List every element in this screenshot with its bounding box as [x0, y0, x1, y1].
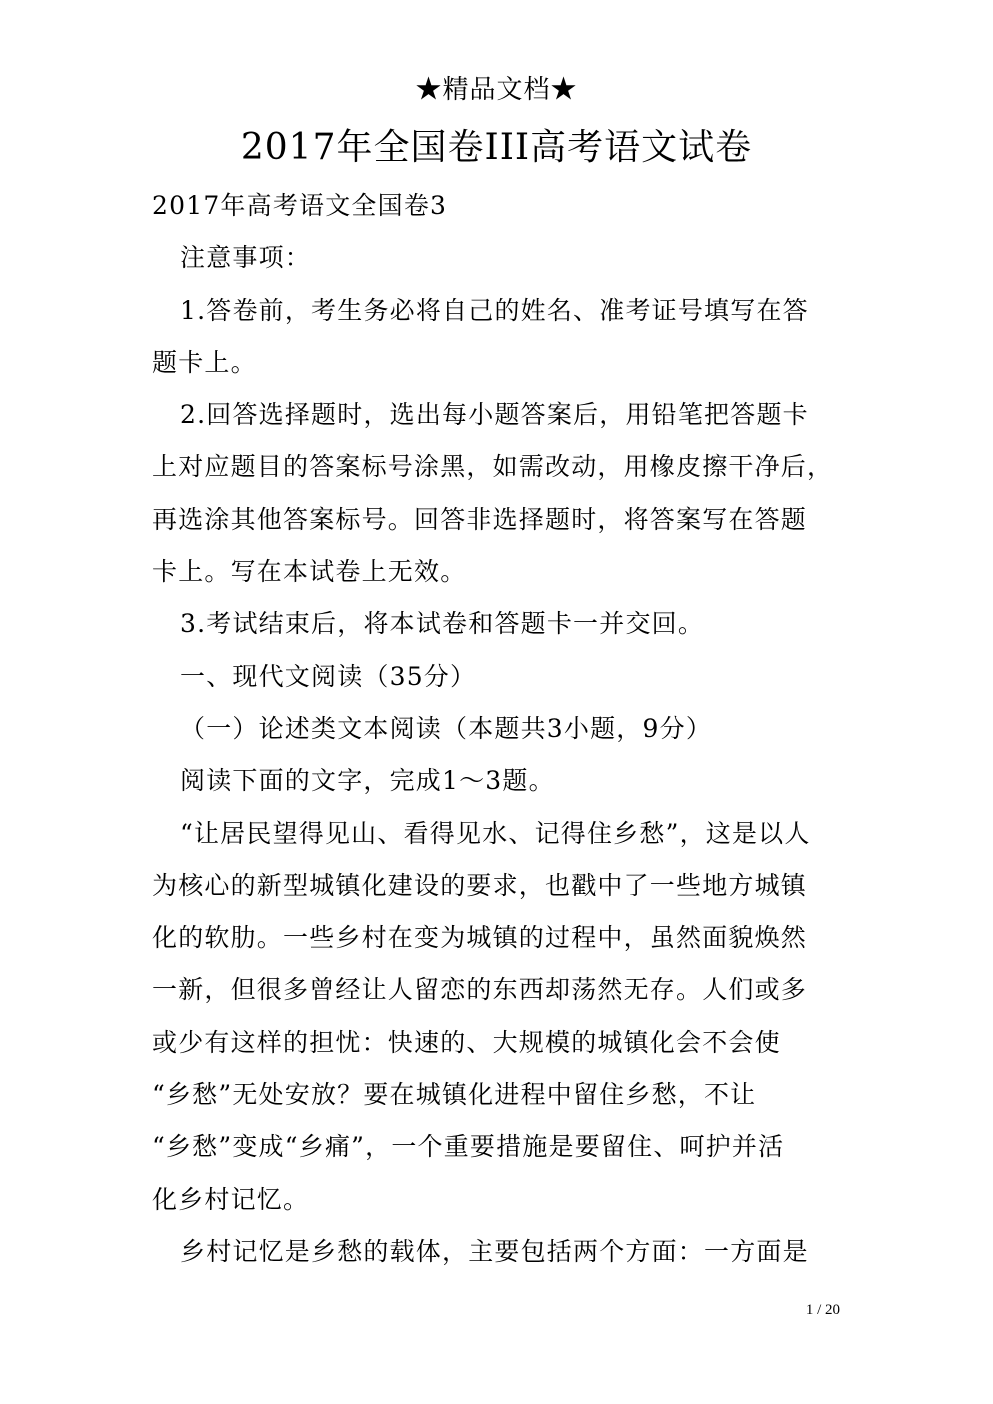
body-line: “让居民望得见山、看得见水、记得住乡愁”，这是以人 — [180, 818, 811, 848]
body-line: “乡愁”变成“乡痛”，一个重要措施是要留住、呵护并活 — [152, 1132, 785, 1162]
body-line: 题卡上。 — [152, 347, 257, 377]
body-line: 注意事项： — [180, 243, 312, 273]
body-line: 2017年高考语文全国卷3 — [152, 191, 448, 220]
body-line: 一新，但很多曾经让人留恋的东西却荡然无存。人们或多 — [152, 975, 808, 1005]
body-line: “乡愁”无处安放？要在城镇化进程中留住乡愁，不让 — [152, 1080, 757, 1110]
body-line: 3.考试结束后，将本试卷和答题卡一并交回。 — [180, 609, 705, 639]
body-line: 化乡村记忆。 — [152, 1184, 310, 1214]
document-title: 2017年全国卷III高考语文试卷 — [240, 127, 753, 168]
body-line: 一、现代文阅读（35分） — [180, 661, 477, 691]
document-header: ★精品文档★ — [415, 75, 578, 105]
body-line: 再选涂其他答案标号。回答非选择题时，将答案写在答题 — [152, 504, 808, 534]
page-number: 1 / 20 — [805, 1302, 840, 1318]
body-line: 2.回答选择题时，选出每小题答案后，用铅笔把答题卡 — [180, 400, 809, 430]
document-body — [152, 180, 842, 1278]
body-line: 上对应题目的答案标号涂黑，如需改动，用橡皮擦干净后， — [152, 452, 834, 482]
body-line: 阅读下面的文字，完成1～3题。 — [180, 766, 555, 796]
body-line: 乡村记忆是乡愁的载体，主要包括两个方面：一方面是 — [180, 1236, 809, 1266]
body-line: （一）论述类文本阅读（本题共3小题，9分） — [180, 713, 713, 743]
body-line: 或少有这样的担忧：快速的、大规模的城镇化会不会使 — [152, 1027, 781, 1057]
body-line: 卡上。写在本试卷上无效。 — [152, 557, 467, 587]
body-line: 1.答卷前，考生务必将自己的姓名、准考证号填写在答 — [180, 295, 809, 325]
body-line: 化的软肋。一些乡村在变为城镇的过程中，虽然面貌焕然 — [152, 923, 808, 953]
body-line: 为核心的新型城镇化建设的要求，也戳中了一些地方城镇 — [152, 870, 808, 900]
